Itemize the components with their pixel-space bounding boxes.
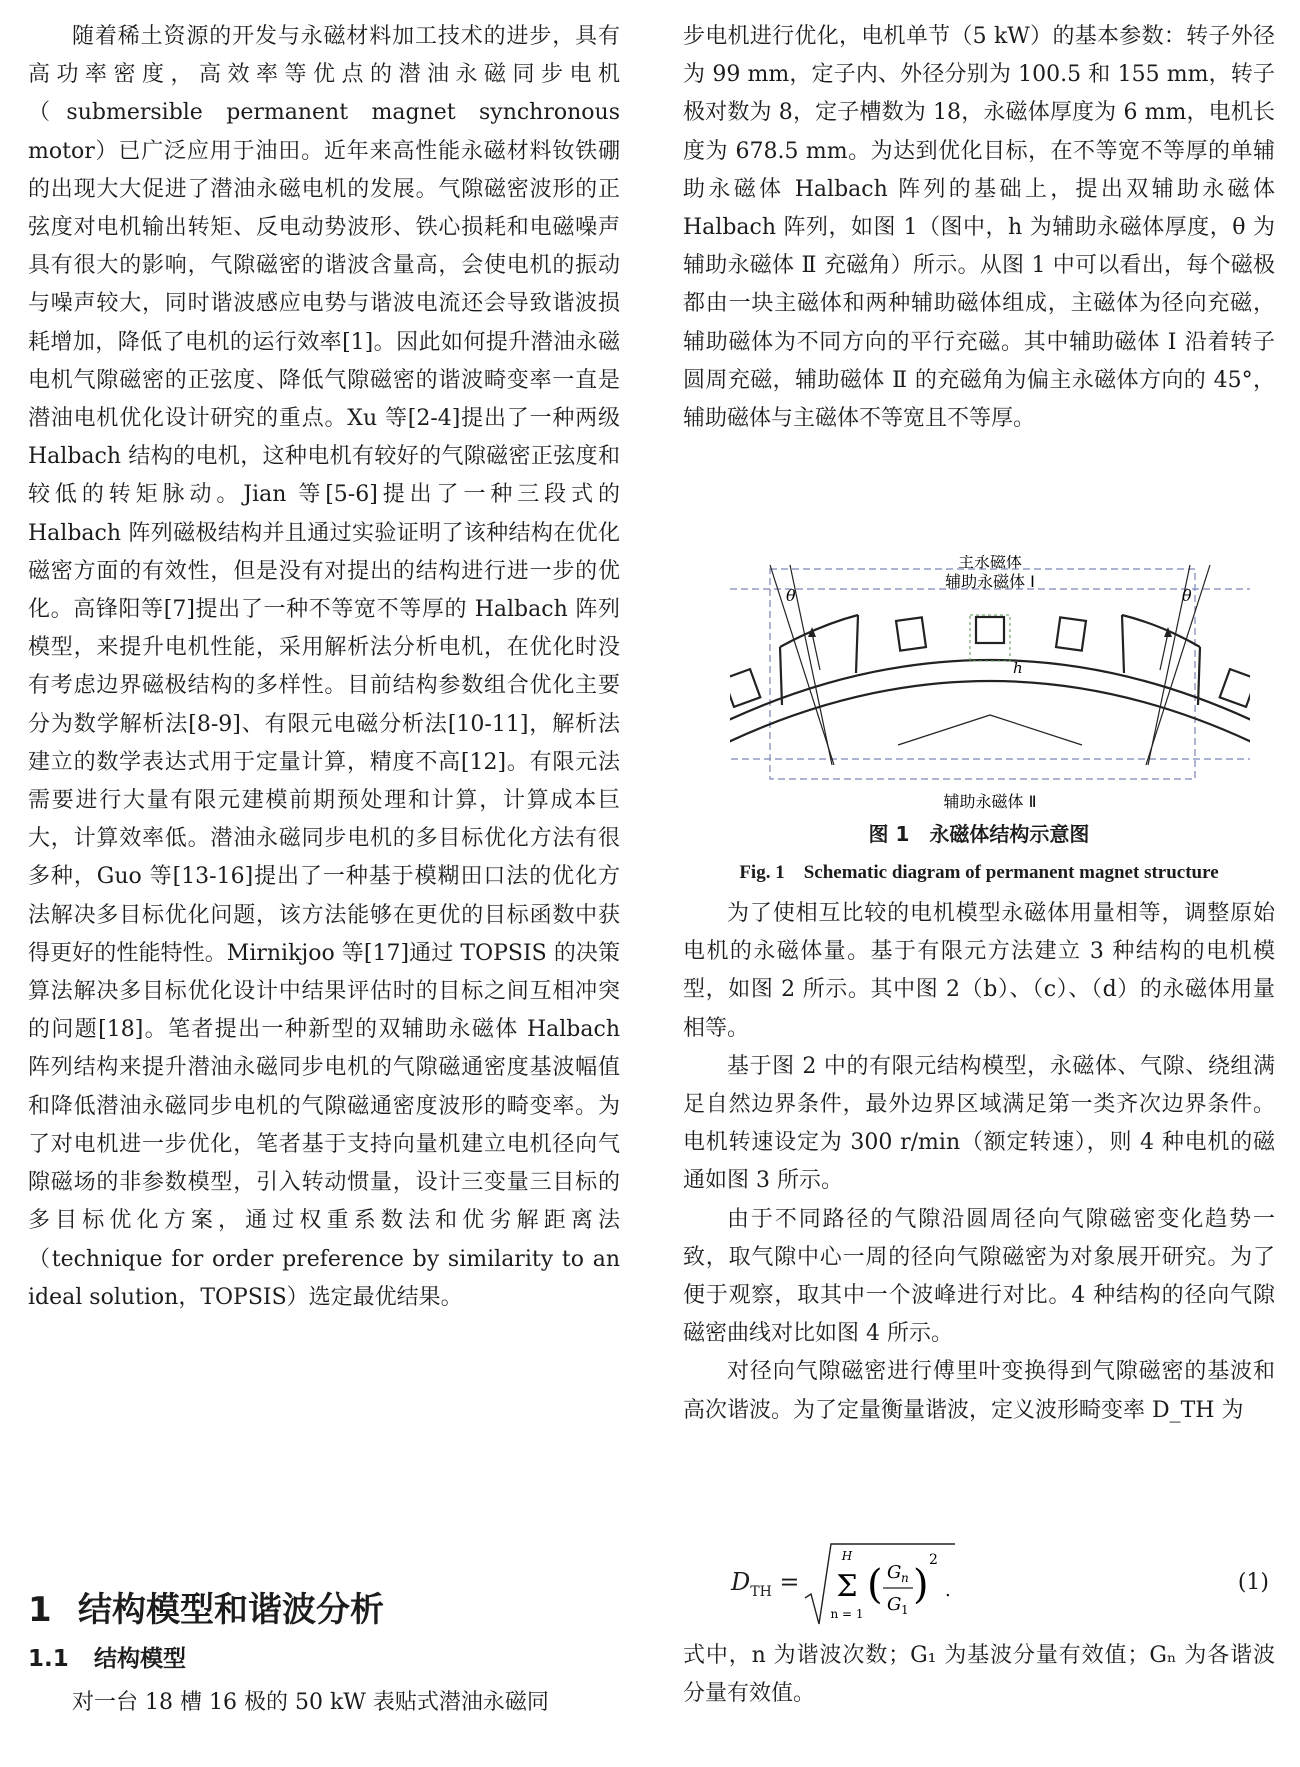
subsection-number: 1.1 (28, 1646, 69, 1672)
svg-text:(: ( (867, 1562, 883, 1608)
svg-text:2: 2 (929, 1552, 938, 1568)
svg-text:.: . (945, 1580, 951, 1601)
equation-number: (1) (1237, 1570, 1269, 1595)
label-aux-magnet-2: 辅助永磁体 Ⅱ (943, 792, 1037, 811)
equation-lhs: $D_{TH}$ = (731, 1568, 800, 1600)
figure-1 (730, 555, 1250, 813)
body-paragraph: 由于不同路径的气隙沿圆周径向气隙磁密变化趋势一致，取气隙中心一周的径向气隙磁密为对象展开研究。为了便于观察，取其中一个波峰进行对比。4 种结构的径向气隙磁密曲线对比如图 4 所示。 (683, 1206, 1275, 1347)
body-paragraph: 基于图 2 中的有限元结构模型，永磁体、气隙、绕组满足自然边界条件，最外边界区域满足第一类齐次边界条件。电机转速设定为 300 r/min（额定转速），则 4 种电机的磁通如图 3 所示。 (683, 1053, 1275, 1194)
svg-text:G: G (887, 1594, 902, 1615)
svg-text:H: H (841, 1549, 853, 1563)
svg-text:): ) (913, 1562, 929, 1608)
theta-line-left (790, 565, 832, 765)
svg-text:n: n (901, 1571, 909, 1585)
left-column (28, 18, 620, 1317)
theta-label-right: θ (1182, 586, 1192, 605)
figure-caption-en: Fig. 1 Schematic diagram of permanent magnet structure (739, 862, 1219, 883)
permanent-magnet-diagram (730, 555, 1250, 813)
label-main-magnet: 主永磁体 (957, 555, 1023, 571)
theta-label-left: θ (786, 586, 796, 605)
right-column-top (683, 18, 1275, 538)
figure-caption-cn: 图 1 永磁体结构示意图 (868, 822, 1090, 846)
main-magnet-right (1122, 615, 1200, 705)
svg-text:1: 1 (901, 1603, 909, 1617)
section-number: 1 (28, 1590, 52, 1630)
body-paragraph: 步电机进行优化，电机单节（5 kW）的基本参数：转子外径为 99 mm，定子内、外径分别为 100.5 和 155 mm，转子极对数为 8，定子槽数为 18，永磁体厚度为 6 mm，电机长度为 678.5 mm。为达到优化目标，在不等宽不等厚的单辅助永磁体 Halbach 阵列的基础上，提出双辅助永磁体 Halbach 阵列，如图 1（图中，h 为辅助永磁体厚度，θ 为辅助永磁体 Ⅱ 充磁角）所示。从图 1 中可以看出，每个磁极都由一块主磁体和两种辅助磁体组成，主磁体为径向充磁，辅助磁体为不同方向的平行充磁。其中辅助磁体 Ⅰ 沿着转子圆周充磁，辅助磁体 Ⅱ 的充磁角为偏主永磁体方向的 45°，辅助磁体与主磁体不等宽且不等厚。 (683, 24, 1275, 432)
section-title: 结构模型和谐波分析 (78, 1590, 384, 1630)
main-magnet-left (780, 615, 858, 705)
svg-text:G: G (887, 1562, 902, 1583)
section-heading (28, 1582, 384, 1631)
body-paragraph: 为了使相互比较的电机模型永磁体用量相等，调整原始电机的永磁体量。基于有限元方法建立 3 种结构的电机模型，如图 2 所示。其中图 2（b）、（c）、（d）的永磁体用量相等。 (683, 901, 1275, 1041)
body-paragraph: 对径向气隙磁密进行傅里叶变换得到气隙磁密的基波和高次谐波。为了定量衡量谐波，定义波形畸变率 D_TH 为 (683, 1359, 1275, 1423)
equation-rhs (801, 1540, 961, 1630)
main-magnet-bracket (770, 569, 1195, 779)
equation-1 (683, 1540, 1275, 1630)
label-aux-magnet-1: 辅助永磁体 Ⅰ (945, 572, 1035, 591)
body-paragraph: 式中，n 为谐波次数；G₁ 为基波分量有效值；Gₙ 为各谐波分量有效值。 (683, 1643, 1275, 1706)
body-paragraph: 对一台 18 槽 16 极的 50 kW 表贴式潜油永磁同 (72, 1690, 549, 1715)
h-label: h (1013, 659, 1023, 677)
svg-text:Σ: Σ (836, 1569, 858, 1604)
body-paragraph: 随着稀土资源的开发与永磁材料加工技术的进步，具有高功率密度，高效率等优点的潜油永磁同步电机（submersible permanent magnet synchronous motor）已广泛应用于油田。近年来高性能永磁材料钕铁硼的出现大大促进了潜油永磁电机的发展。气隙磁密波形的正弦度对电机输出转矩、反电动势波形、铁心损耗和电磁噪声具有很大的影响，气隙磁密的谐波含量高，会使电机的振动与噪声较大，同时谐波感应电势与谐波电流还会导致谐波损耗增加，降低了电机的运行效率[1]。因此如何提升潜油永磁电机气隙磁密的正弦度、降低气隙磁密的谐波畸变率一直是潜油电机优化设计研究的重点。Xu 等[2-4]提出了一种两级 Halbach 结构的电机，这种电机有较好的气隙磁密正弦度和较低的转矩脉动。Jian 等[5-6]提出了一种三段式的 Halbach 阵列磁极结构并且通过实验证明了该种结构在优化磁密方面的有效性，但是没有对提出的结构进行进一步的优化。高锋阳等[7]提出了一种不等宽不等厚的 Halbach 阵列模型，来提升电机性能，采用解析法分析电机，在优化时没有考虑边界磁极结构的多样性。目前结构参数组合优化主要分为数学解析法[8-9]、有限元电磁分析法[10-11]，解析法建立的数学表达式用于定量计算，精度不高[12]。有限元法需要进行大量有限元建模前期预处理和计算，计算成本巨大，计算效率低。潜油永磁同步电机的多目标优化方法有很多种，Guo 等[13-16]提出了一种基于模糊田口法的优化方法解决多目标优化问题，该方法能够在更优的目标函数中获得更好的性能特性。Mirnikjoo 等[17]通过 TOPSIS 的决策算法解决多目标优化设计中结果评估时的目标之间互相冲突的问题[18]。笔者提出一种新型的双辅助永磁体 Halbach 阵列结构来提升潜油永磁同步电机的气隙磁通密度基波幅值和降低潜油永磁同步电机的气隙磁通密度波形的畸变率。为了对电机进一步优化，笔者基于支持向量机建立电机径向气隙磁场的非参数模型，引入转动惯量，设计三变量三目标的多目标优化方案，通过权重系数法和优劣解距离法（technique for order preference by similarity to an ideal solution，TOPSIS）选定最优结果。 (28, 24, 620, 1310)
svg-text:n = 1: n = 1 (830, 1607, 864, 1621)
subsection-heading (28, 1640, 186, 1673)
subsection-title: 结构模型 (94, 1646, 186, 1672)
right-column-middle (683, 895, 1275, 1535)
